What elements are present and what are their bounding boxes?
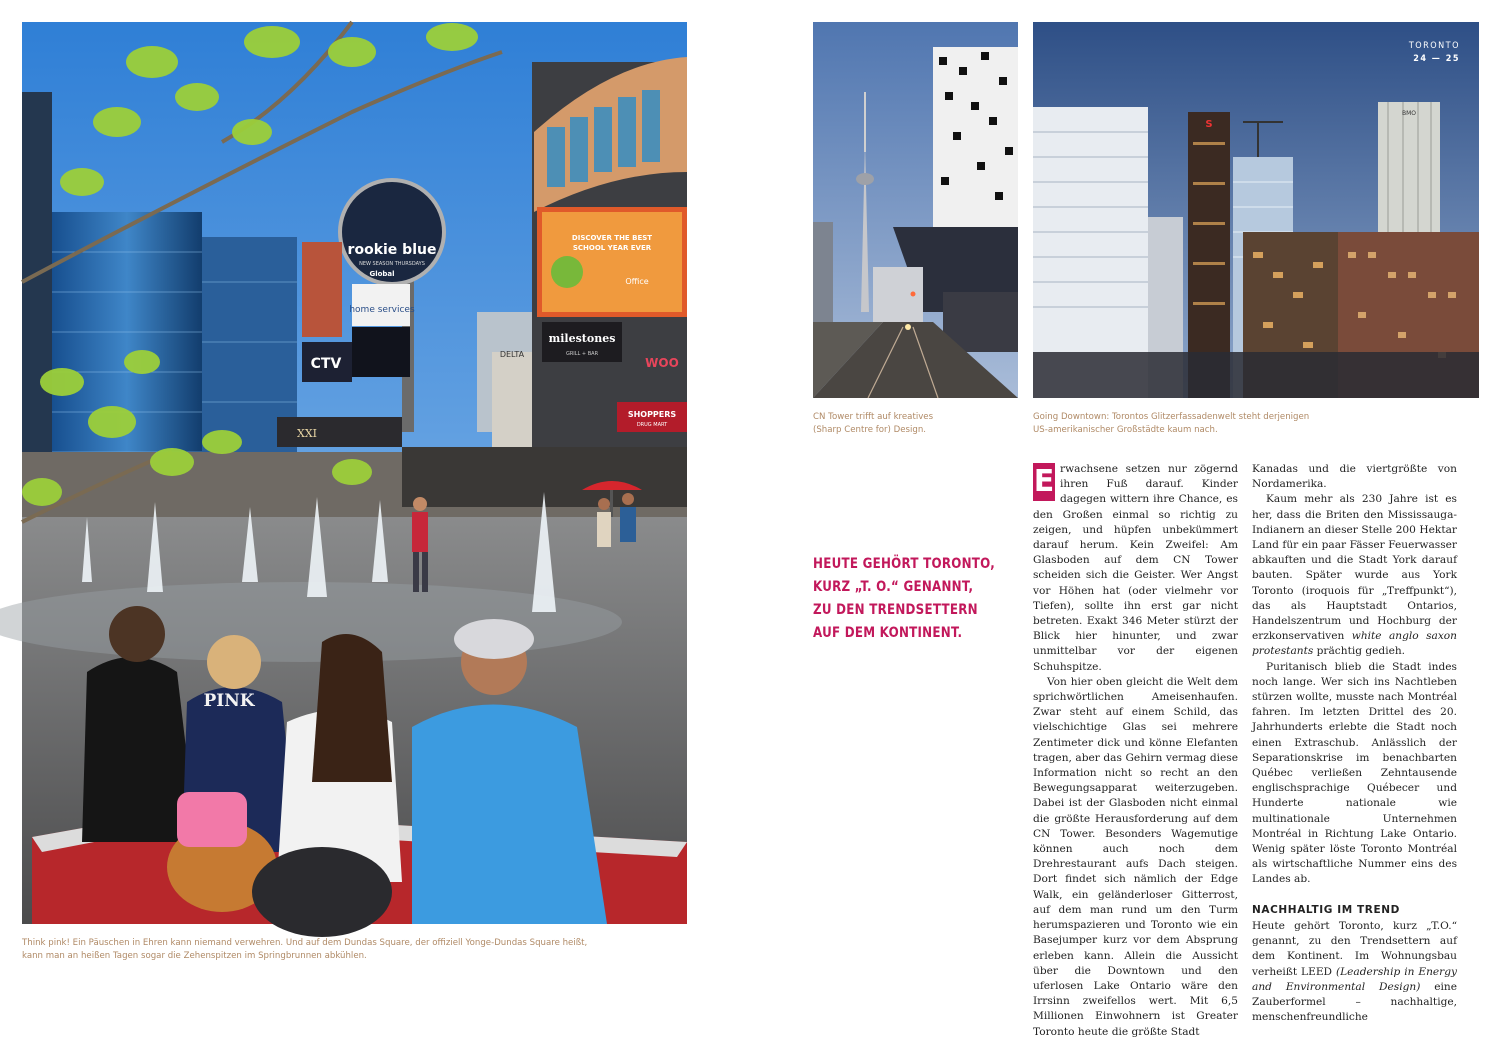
sign-milestones: milestones (548, 332, 616, 345)
paragraph-text: Kaum mehr als 230 Jahre ist es her, dass die Briten den Mississauga-Indianern an dieser Stelle 200 Hektar Land für ein paar Fässer Feuerwasser abkauften und die Stadt York darauf bauten. Später wurde aus York Toronto (iroquois für „Treffpunkt“), das als Hauptstadt Ontarios, Handelszentrum und Hochburg der erzkonservativen (1252, 493, 1457, 643)
paragraph-text: eine Zauberformel – nachhaltige, menschenfreundliche (1252, 980, 1457, 1024)
emphasis: (Leadership in Energy and Environmental Design) (1252, 965, 1457, 993)
paragraph (1252, 492, 1457, 659)
paragraph-text: prächtig gedieh. (1313, 645, 1406, 658)
caption-line: CN Tower trifft auf kreatives (813, 412, 934, 422)
sign-drug-mart: DRUG MART (636, 422, 668, 428)
page-numbers: 24 — 25 (1413, 54, 1460, 64)
emphasis: white anglo saxon protestants (1252, 630, 1457, 658)
pullquote (813, 553, 995, 645)
paragraph (1033, 462, 1238, 675)
svg-text:S: S (1205, 119, 1213, 130)
pullquote-line: ZU DEN TRENDSETTERN (813, 602, 978, 618)
sign-xxi: XXI (296, 427, 318, 440)
pullquote-line: HEUTE GEHÖRT TORONTO, (813, 556, 995, 572)
caption-line: Think pink! Ein Päuschen in Ehren kann niemand verwehren. Und auf dem Dundas Square, der offiziell Yonge-Dundas Square heißt, (22, 938, 588, 948)
paragraph (1252, 919, 1457, 1025)
shirt-pink-text: PINK (203, 691, 255, 711)
caption-line: US-amerikanischer Großstädte kaum nach. (1033, 425, 1218, 435)
sign-discover: DISCOVER THE BEST (571, 234, 653, 242)
sign-office: Office (625, 277, 649, 286)
pullquote-line: AUF DEM KONTINENT. (813, 625, 963, 641)
article-column-2 (1252, 462, 1457, 1025)
sign-grill: GRILL + BAR (565, 351, 599, 357)
paragraph: Von hier oben gleicht die Welt dem sprichwörtlichen Ameisenhaufen. Zwar steht auf einem Schild, das vielschichtige Glas sei mehrere Zentimeter dick und könne Elefanten tragen, aber das Gehirn vermag diese Information nicht so recht an den Bewegungsapparat weiterzugeben. Dabei ist der Glasboden nicht einmal die größte Herausforderung auf dem CN Tower. Besonders Wagemutige können auch noch dem Drehrestaurant aufs Dach steigen. Dort findet sich nämlich der Edge Walk, ein geländerloser Gitterrost, auf dem man rund um den Turm herumspazieren und Toronto wie ein Basejumper kurz vor dem Absprung erleben kann. Allein die Aussicht über die Downtown und den uferlosen Lake Ontario wäre den Irrsinn zweifellos wert. Mit 6,5 Millionen Einwohnern ist Greater Toronto heute die größte Stadt (1033, 675, 1238, 1038)
photo-cn-tower (813, 22, 1018, 398)
cn-tower-illustration (813, 22, 1018, 398)
article-column-1 (1033, 462, 1238, 1040)
caption-downtown (1033, 411, 1479, 437)
dundas-square-illustration (22, 22, 687, 924)
sign-shoppers: SHOPPERS (627, 410, 677, 419)
page-header (1409, 40, 1460, 66)
paragraph-text: Heute gehört Toronto, kurz „T.O.“ genannt, zu den Trendsettern auf dem Kontinent. Im Wohnungsbau verheißt LEED (1252, 919, 1457, 978)
section-heading: NACHHALTIG IM TREND (1252, 903, 1400, 916)
sign-delta: DELTA (499, 350, 525, 359)
sign-woo: WOO (645, 356, 679, 370)
photo-downtown (1033, 22, 1479, 398)
sign-home-services: home services (349, 305, 415, 315)
drop-cap: E (1033, 464, 1055, 499)
caption-line: (Sharp Centre for) Design. (813, 425, 927, 435)
sign-ctv: CTV (310, 356, 342, 372)
photo-dundas-square (22, 22, 687, 924)
paragraph-text: rwachsene setzen nur zögernd ihren Fuß darauf. Kinder dagegen wittern ihre Chance, es den Großen einmal so richtig zu zeigen, und hüpfen unbekümmert darauf herum. Kein Zweifel: Am Glasboden auf dem CN Tower scheiden sich die Geister. Wer Angst vor Höhen hat (oder vielmehr vor Tiefen), sollte ihn erst gar nicht betreten. Exakt 346 Meter stürzt der Blick hier hinunter, und zwar unmittelbar vor der eigenen Schuhspitze. (1033, 463, 1238, 673)
section-name: TORONTO (1408, 41, 1460, 51)
caption-dundas-square (22, 937, 687, 963)
pullquote-line: KURZ „T. O.“ GENANNT, (813, 579, 974, 595)
caption-line: kann man an heißen Tagen sogar die Zehenspitzen im Springbrunnen abkühlen. (22, 951, 367, 961)
sign-rookie-sub: NEW SEASON THURSDAYS (359, 261, 425, 267)
sign-global: Global (369, 270, 395, 278)
downtown-illustration (1033, 22, 1479, 398)
sign-school: SCHOOL YEAR EVER (572, 244, 652, 252)
paragraph: Kanadas und die viertgrößte von Nordamerika. (1252, 463, 1457, 491)
caption-line: Going Downtown: Torontos Glitzerfassadenwelt steht derjenigen (1033, 412, 1310, 422)
paragraph: Puritanisch blieb die Stadt indes noch lange. Wer sich ins Nachtleben stürzen wollte, musste nach Montréal fahren. Im letzten Drittel des 20. Jahrhunderts erlebte die Stadt noch einen Extraschub. Anlässlich der Separationskrise im benachbarten Québec verließen Zehntausende englischsprachige Québecer und Hunderte nationale wie multinationale Unternehmen Montréal in Richtung Lake Ontario. Wenig später löste Toronto Montréal als wirtschaftliche Nummer eins des Landes ab. (1252, 660, 1457, 886)
sign-rookie-blue: rookie blue (347, 242, 437, 258)
sign-bmo: BMO (1401, 110, 1417, 117)
caption-cn-tower (813, 411, 1018, 437)
